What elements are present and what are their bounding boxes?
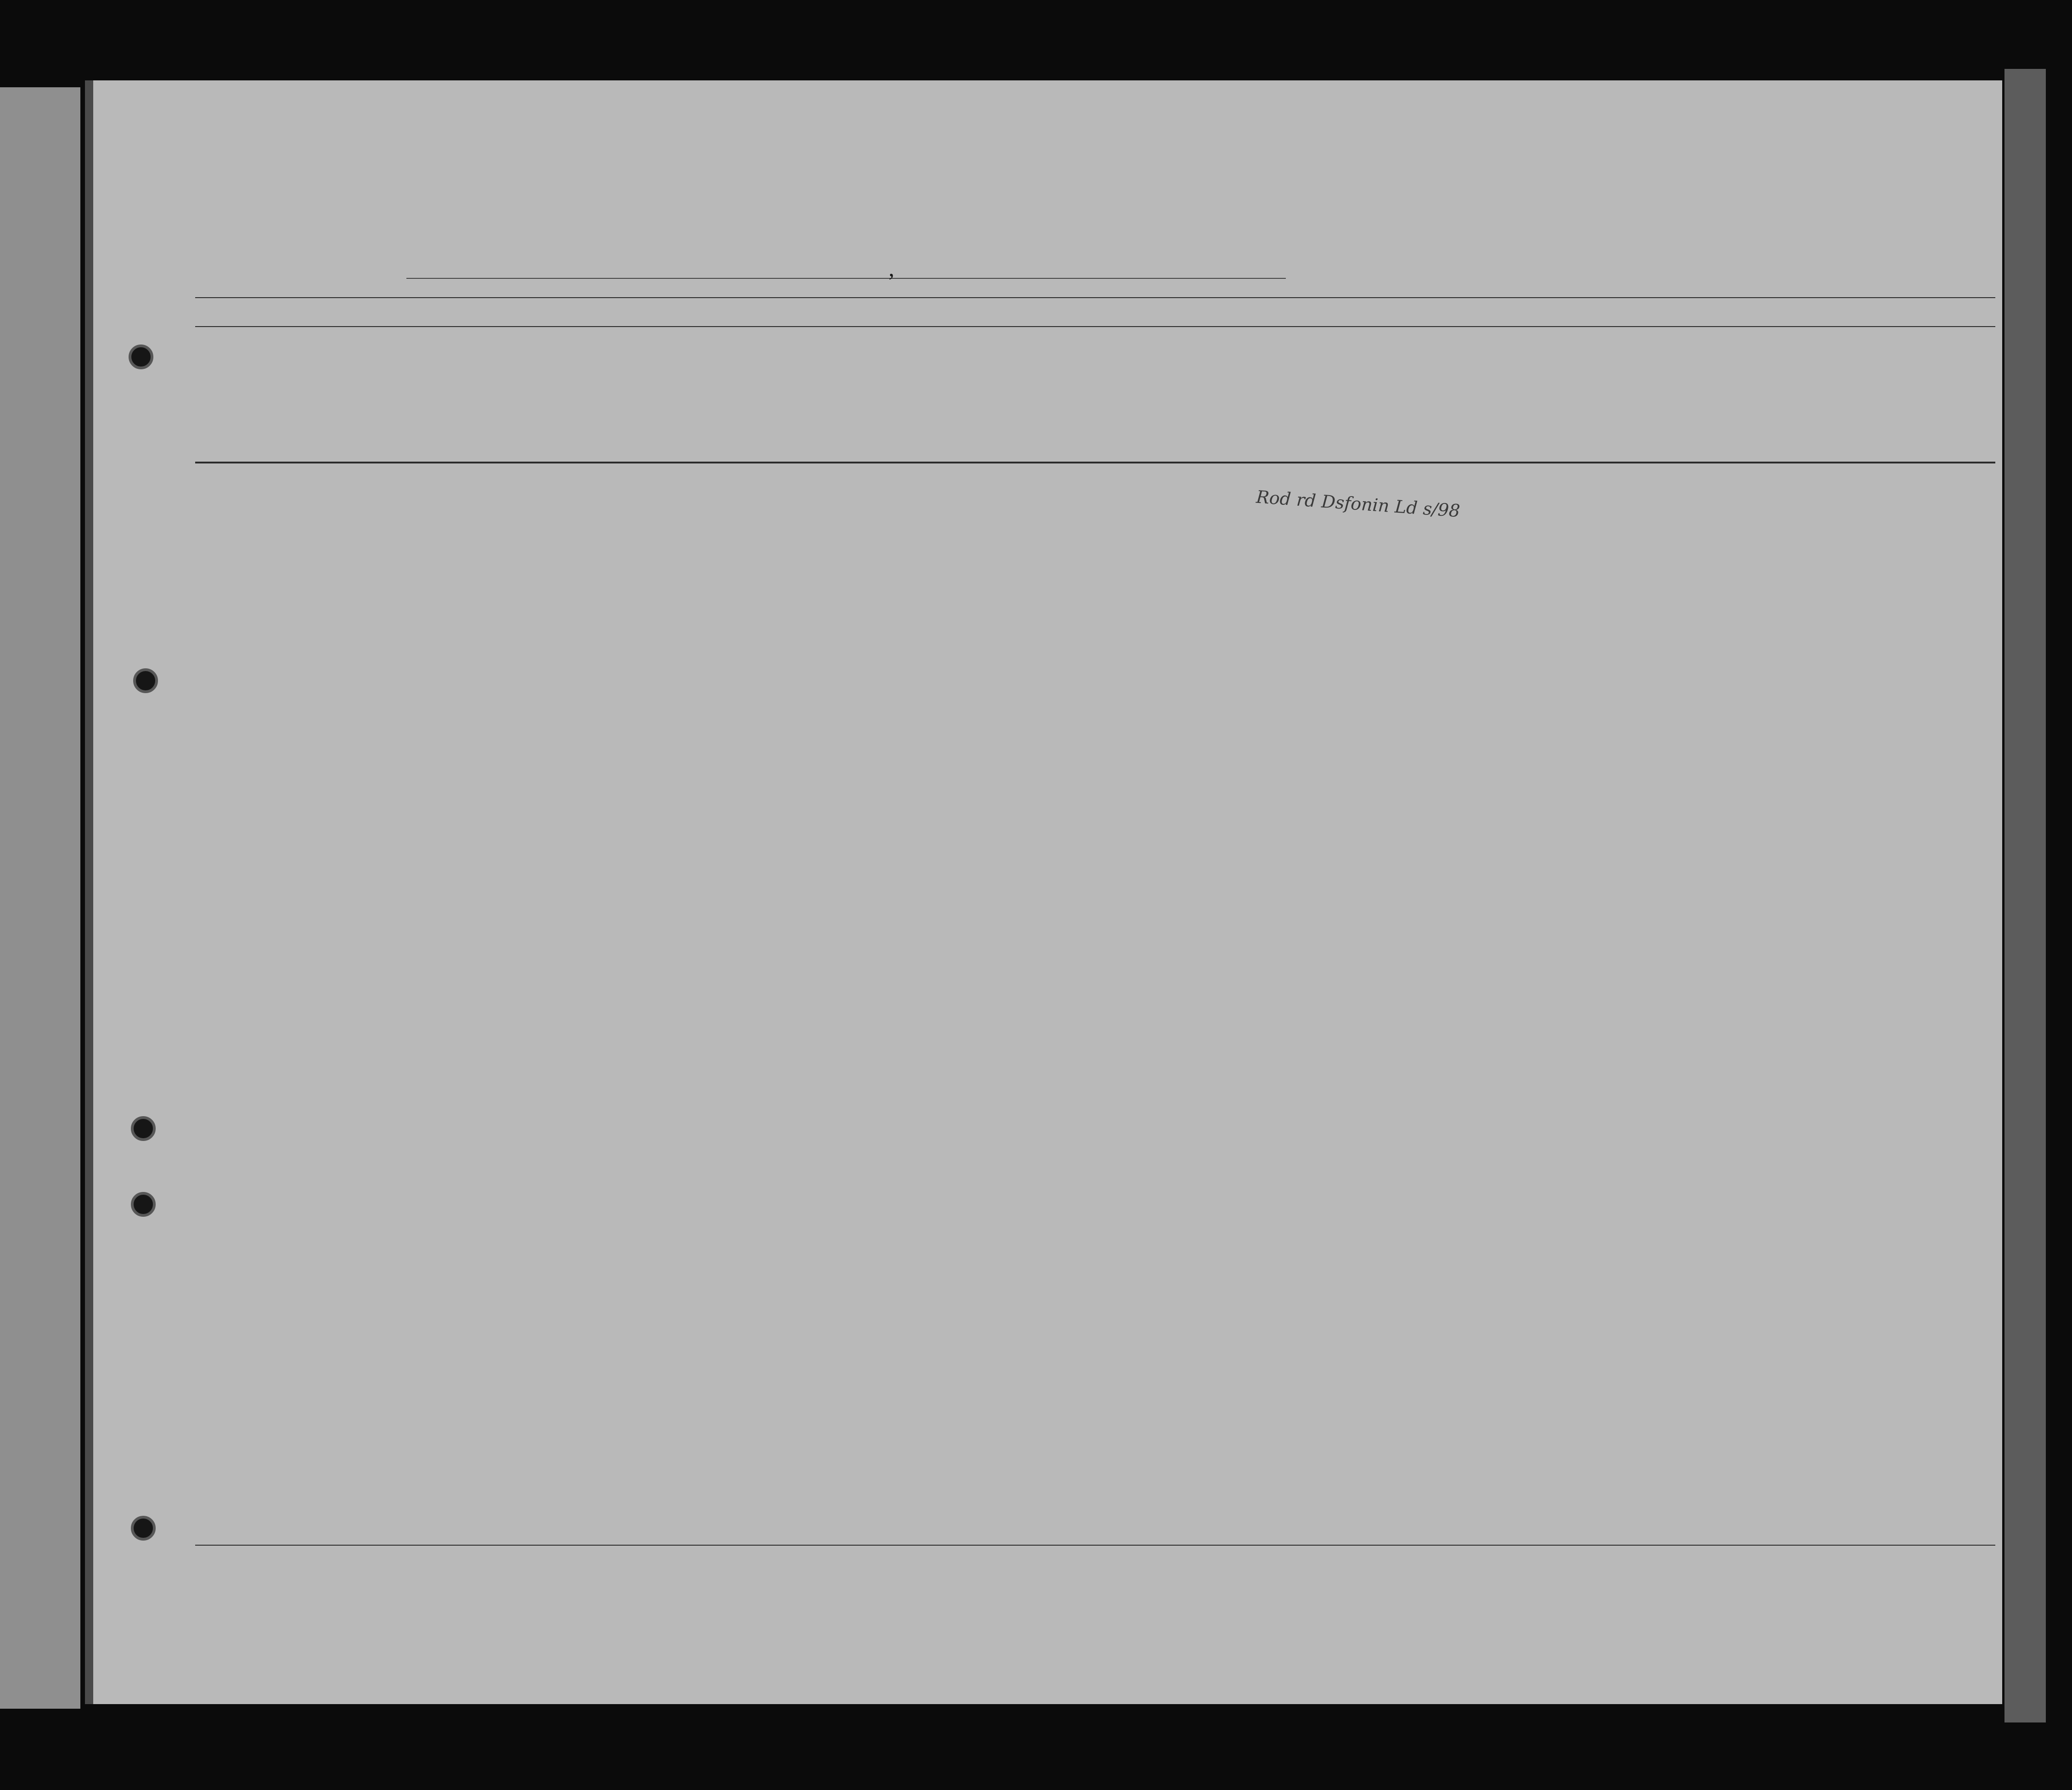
- column-number-border: [195, 326, 1995, 327]
- table-top-border: [195, 297, 1995, 298]
- date-underline: [909, 278, 1286, 279]
- previous-page-edge: [0, 87, 80, 1709]
- manifest-sheet: [85, 80, 2002, 1704]
- binding-hole: [129, 344, 153, 369]
- comma: ,: [889, 255, 895, 281]
- table-bottom-border: [195, 1545, 1995, 1546]
- binding-hole: [131, 1116, 156, 1141]
- port-underline: [406, 278, 969, 279]
- header-bottom-border: [195, 462, 1995, 463]
- page-right-edge: [2004, 69, 2046, 1722]
- binding-hole: [131, 1192, 156, 1217]
- sheet-left-edge: [85, 80, 93, 1704]
- handwritten-scribble: Rod rd Dsfonin Ld s/98: [1256, 486, 1461, 521]
- binding-hole: [131, 1516, 156, 1541]
- binding-hole: [133, 668, 158, 693]
